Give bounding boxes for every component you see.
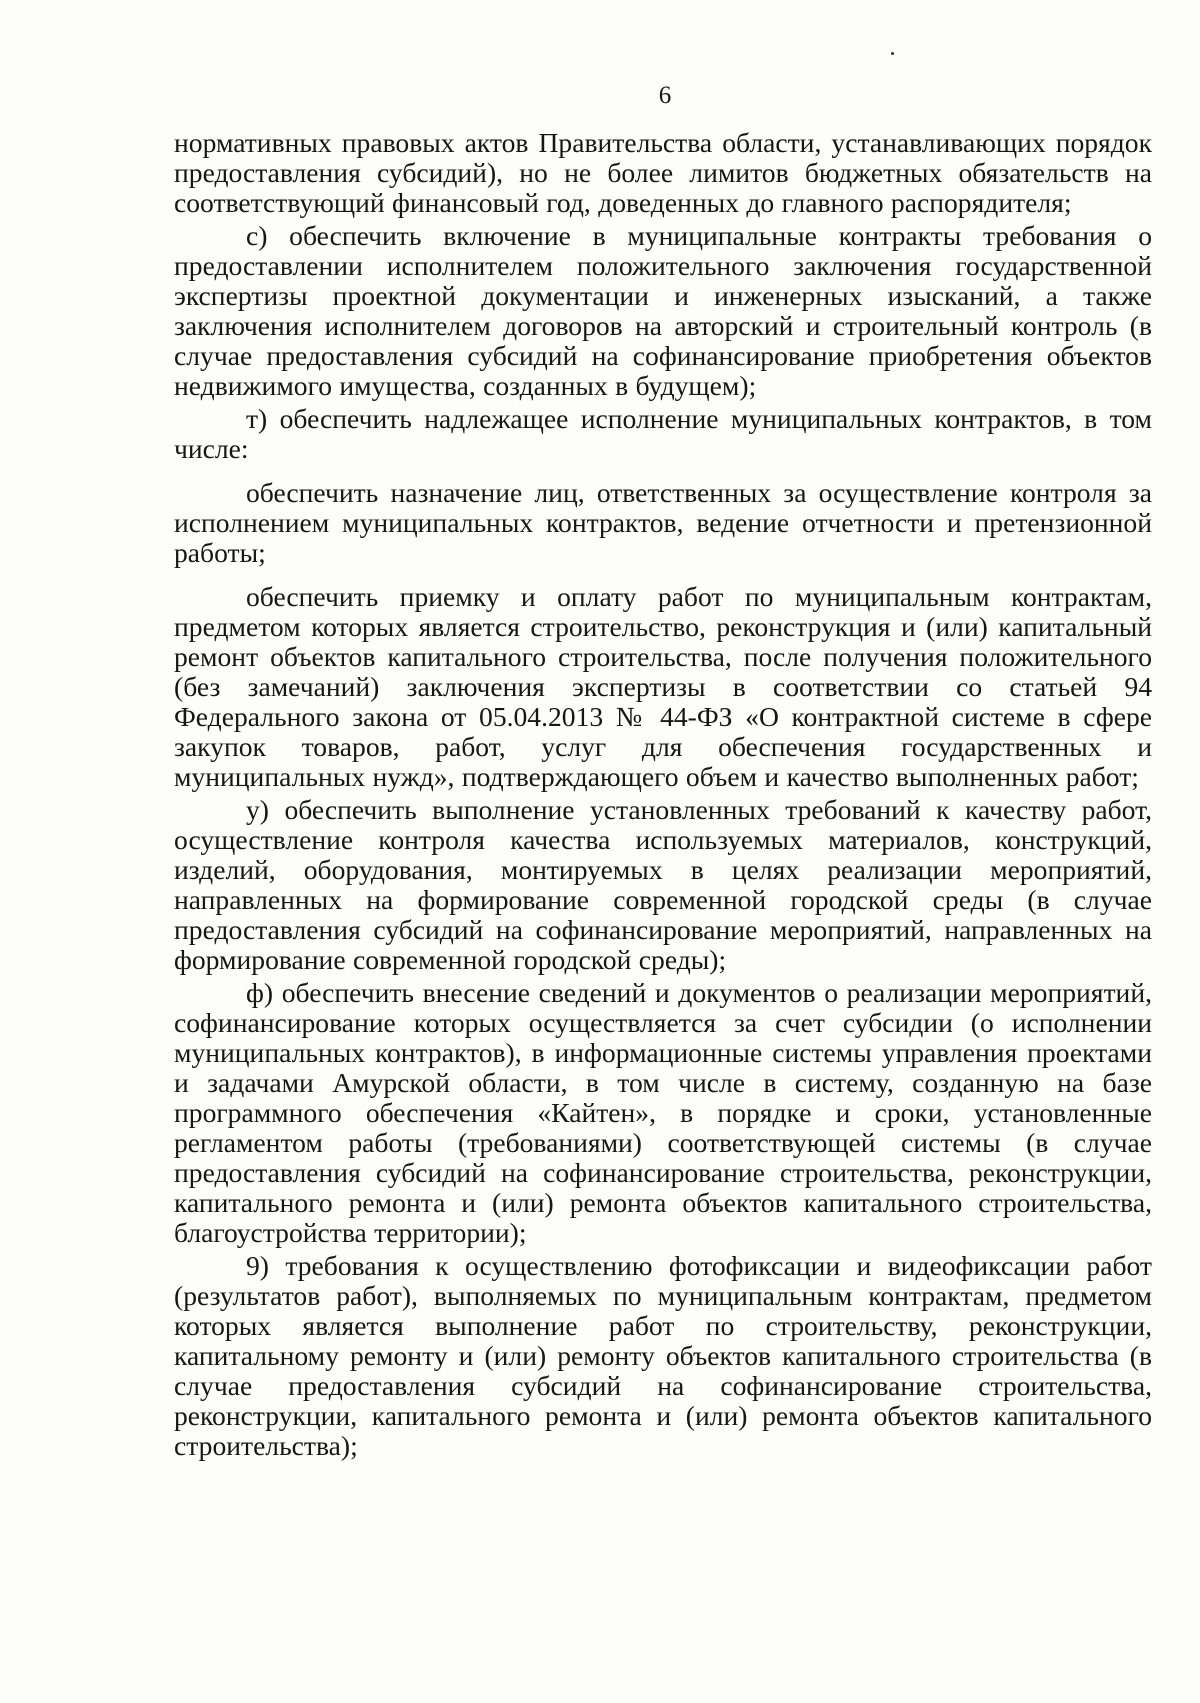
paragraph-item-s: с) обеспечить включение в муниципальные контракты требования о предоставлении исполнителем положительного заключения государственной экспертизы проектной документации и инженерных изысканий, а также заключения исполнителем договоров на авторский и строительный контроль (в случае предоставления субсидий на софинансирование приобретения объектов недвижимого имущества, созданных в будущем);: [174, 220, 1152, 401]
paragraph-item-t-sub-2: обеспечить приемку и оплату работ по муниципальным контрактам, предметом которых является строительство, реконструкция и (или) капитальный ремонт объектов капитального строительства, после получения положительного (без замечаний) заключения экспертизы в соответствии со статьей 94 Федерального закона от 05.04.2013 № 44-ФЗ «О контрактной системе в сфере закупок товаров, работ, услуг для обеспечения государственных и муниципальных нужд», подтверждающего объем и качество выполненных работ;: [174, 581, 1152, 792]
paragraph-item-f: ф) обеспечить внесение сведений и документов о реализации мероприятий, софинансирование которых осуществляется за счет субсидии (о исполнении муниципальных контрактов), в информационные системы управления проектами и задачами Амурской области, в том числе в систему, созданную на базе программного обеспечения «Кайтен», в порядке и сроки, установленные регламентом работы (требованиями) соответствующей системы (в случае предоставления субсидий на софинансирование строительства, реконструкции, капитального ремонта и (или) ремонта объектов капитального строительства, благоустройства территории);: [174, 977, 1152, 1248]
paragraph-continuation: нормативных правовых актов Правительства области, устанавливающих порядок предоставления субсидий), но не более лимитов бюджетных обязательств на соответствующий финансовый год, доведенных до главного распорядителя;: [174, 127, 1152, 218]
paragraph-item-t-sub-1: обеспечить назначение лиц, ответственных за осуществление контроля за исполнением муниципальных контрактов, ведение отчетности и претензионной работы;: [174, 477, 1152, 568]
page-number: 6: [658, 82, 672, 109]
scan-speck: [891, 52, 894, 55]
document-body: [174, 128, 1152, 1461]
paragraph-item-t: т) обеспечить надлежащее исполнение муниципальных контрактов, в том числе:: [174, 403, 1152, 464]
paragraph-item-9: 9) требования к осуществлению фотофиксации и видеофиксации работ (результатов работ), выполняемых по муниципальным контрактам, предметом которых является выполнение работ по строительству, реконструкции, капитальному ремонту и (или) ремонту объектов капитального строительства (в случае предоставления субсидий на софинансирование строительства, реконструкции, капитального ремонта и (или) ремонта объектов капитального строительства);: [174, 1250, 1152, 1461]
paragraph-item-u: у) обеспечить выполнение установленных требований к качеству работ, осуществление контроля качества используемых материалов, конструкций, изделий, оборудования, монтируемых в целях реализации мероприятий, направленных на формирование современной городской среды (в случае предоставления субсидий на софинансирование мероприятий, направленных на формирование современной городской среды);: [174, 794, 1152, 975]
